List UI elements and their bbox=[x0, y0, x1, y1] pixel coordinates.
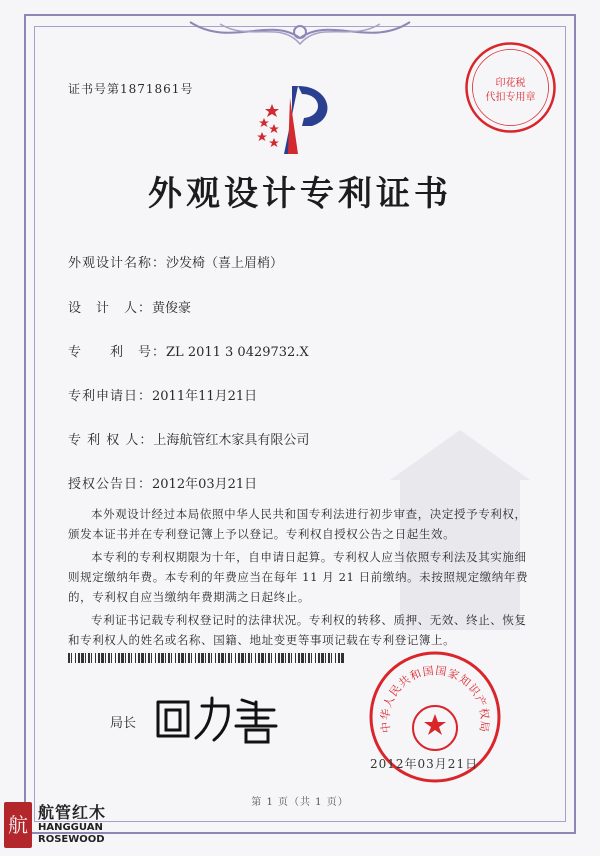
field-label: 设 计 人： bbox=[68, 301, 153, 316]
field-value: ZL 2011 3 0429732.X bbox=[166, 345, 309, 360]
field-grant-date bbox=[68, 473, 257, 492]
body-paragraph: 本外观设计经过本局依照中华人民共和国专利法进行初步审查，决定授予专利权，颁发本证书并在专利登记簿上予以登记。专利权自授权公告之日起生效。 bbox=[68, 507, 527, 541]
logo-english-line-1: HANGGUAN bbox=[38, 822, 103, 833]
field-value: 黄俊豪 bbox=[152, 301, 192, 316]
field-value: 上海航管红木家具有限公司 bbox=[153, 433, 310, 448]
top-ornament-icon bbox=[180, 14, 420, 54]
field-label: 外观设计名称： bbox=[68, 256, 167, 271]
field-application-date bbox=[68, 385, 257, 404]
svg-text:航: 航 bbox=[8, 813, 28, 837]
field-value: 2011年11月21日 bbox=[152, 389, 258, 404]
field-label: 专 利 权 人： bbox=[68, 433, 154, 448]
director-signature-icon bbox=[150, 690, 280, 744]
page-title: 外观设计专利证书 bbox=[148, 174, 452, 214]
certificate-body bbox=[68, 504, 530, 653]
small-seal-line-1: 印花税 bbox=[495, 78, 526, 89]
seal-text: 中华人民共和国国家知识产权局 bbox=[378, 664, 492, 734]
barcode-icon bbox=[68, 653, 346, 663]
body-paragraph: 本专利的专利权期限为十年，自申请日起算。专利权人应当依照专利法及其实施细则规定缴纳年费。本专利的年费应当在每年 11 月 21 日前缴纳。未按照规定缴纳年费的，专利权自应当缴纳年费期满之日起终止。 bbox=[68, 550, 529, 604]
small-seal-line-2: 代扣专用章 bbox=[485, 92, 536, 103]
field-designer bbox=[68, 297, 191, 316]
logo-english-line-2: ROSEWOOD bbox=[38, 834, 105, 845]
field-value: 2012年03月21日 bbox=[152, 477, 258, 492]
field-label: 授权公告日： bbox=[68, 477, 153, 492]
field-design-name bbox=[68, 252, 283, 271]
field-value: 沙发椅（喜上眉梢） bbox=[166, 256, 284, 271]
field-patentee bbox=[68, 429, 309, 448]
page-footer: 第 1 页（共 1 页） bbox=[251, 797, 349, 808]
field-label: 专利申请日： bbox=[68, 389, 153, 404]
director-label: 局长 bbox=[110, 716, 137, 731]
field-patent-number bbox=[68, 341, 309, 360]
tax-seal-icon bbox=[463, 40, 558, 135]
logo-chinese-name: 航管红木 bbox=[38, 803, 107, 822]
patent-office-emblem-icon bbox=[250, 78, 350, 158]
field-label: 专 利 号： bbox=[68, 345, 167, 360]
certificate-number: 证书号第1871861号 bbox=[68, 82, 194, 96]
seal-date: 2012年03月21日 bbox=[370, 757, 479, 771]
body-paragraph: 专利证书记载专利权登记时的法律状况。专利权的转移、质押、无效、终止、恢复和专利权人的姓名或名称、国籍、地址变更等事项记载在专利登记簿上。 bbox=[68, 613, 527, 647]
